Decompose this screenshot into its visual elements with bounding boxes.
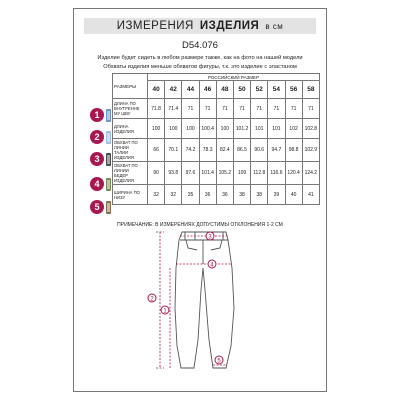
- value-cell: 41: [302, 185, 319, 205]
- size-table: [112, 73, 320, 205]
- table-row: [113, 99, 320, 119]
- row-number-marker: 2: [90, 130, 104, 144]
- waist-icon: [106, 153, 111, 166]
- value-cell: 105.2: [216, 162, 233, 185]
- page-title: [84, 18, 316, 34]
- value-cell: 86.5: [233, 139, 250, 162]
- table-row: [113, 162, 320, 185]
- svg-text:4: 4: [210, 262, 214, 269]
- value-cell: 124.2: [302, 162, 319, 185]
- value-cell: 90: [148, 162, 165, 185]
- diagram-marker-1: [161, 306, 169, 315]
- table-row: [113, 119, 320, 139]
- value-cell: 101.2: [233, 119, 250, 139]
- value-cell: 97.6: [182, 162, 199, 185]
- table-header-row: [113, 74, 320, 81]
- value-cell: 101: [268, 119, 285, 139]
- measurement-lines: [156, 232, 232, 368]
- diagram-marker-2: [148, 294, 156, 303]
- tolerance-note: ПРИМЕЧАНИЕ: В ИЗМЕРЕНИЯХ ДОПУСТИМЫ ОТКЛОНЕНИЯ 1-2 СМ: [117, 222, 283, 228]
- row-label: ДЛИНА ПО ВНУТРЕННЕ МУ ШВУ: [113, 99, 148, 119]
- svg-text:3: 3: [208, 234, 212, 241]
- value-cell: 112.8: [251, 162, 268, 185]
- value-cell: 71: [199, 99, 216, 119]
- value-cell: 71: [268, 99, 285, 119]
- row-label: ОБХВАТ ПО ЛИНИИ ТАЛИИ ИЗДЕЛИЯ: [113, 139, 148, 162]
- table-row: [113, 185, 320, 205]
- value-cell: 102.8: [302, 119, 319, 139]
- value-cell: 38: [251, 185, 268, 205]
- value-cell: 71.4: [165, 99, 182, 119]
- value-cell: 38: [233, 185, 250, 205]
- diagram-marker-4: [208, 260, 216, 269]
- value-cell: 93.8: [165, 162, 182, 185]
- table-row: [113, 139, 320, 162]
- svg-text:2: 2: [150, 296, 154, 303]
- svg-text:1: 1: [163, 308, 167, 315]
- value-cell: 94.7: [268, 139, 285, 162]
- trousers-diagram: [130, 228, 270, 388]
- row-number-marker: 1: [90, 108, 104, 122]
- value-cell: 71: [285, 99, 302, 119]
- value-cell: 71: [233, 99, 250, 119]
- value-cell: 90.6: [251, 139, 268, 162]
- hips-icon: [106, 178, 111, 191]
- value-cell: 100: [216, 119, 233, 139]
- size-cell: 56: [285, 81, 302, 99]
- trousers-outline: [175, 232, 234, 368]
- fit-note-line: Обхваты изделия меньше обхватов фигуры, т.к. это изделие с эластаном: [103, 64, 297, 70]
- size-cell: 46: [199, 81, 216, 99]
- value-cell: 102: [285, 119, 302, 139]
- value-cell: 120.4: [285, 162, 302, 185]
- title-item: ИЗДЕЛИЯ: [199, 20, 260, 32]
- row-number-marker: 5: [90, 200, 104, 214]
- value-cell: 32: [165, 185, 182, 205]
- size-label: РАЗМЕРЫ: [113, 74, 148, 99]
- title-unit: в см: [265, 21, 284, 31]
- value-cell: 109: [233, 162, 250, 185]
- size-cell: 50: [233, 81, 250, 99]
- diagram-marker-3: [206, 232, 214, 241]
- size-cell: 52: [251, 81, 268, 99]
- value-cell: 82.4: [216, 139, 233, 162]
- size-cell: 40: [148, 81, 165, 99]
- value-cell: 71.8: [148, 99, 165, 119]
- value-cell: 36: [216, 185, 233, 205]
- diagram-marker-5: [215, 356, 223, 365]
- row-number-marker: 3: [90, 152, 104, 166]
- value-cell: 66: [148, 139, 165, 162]
- value-cell: 100: [148, 119, 165, 139]
- value-cell: 78.3: [199, 139, 216, 162]
- value-cell: 116.6: [268, 162, 285, 185]
- size-cell: 44: [182, 81, 199, 99]
- value-cell: 74.2: [182, 139, 199, 162]
- value-cell: 35: [182, 185, 199, 205]
- size-cell: 48: [216, 81, 233, 99]
- size-cell: 54: [268, 81, 285, 99]
- value-cell: 100: [165, 119, 182, 139]
- russian-size-label: РОССИЙСКИЙ РАЗМЕР: [148, 74, 320, 81]
- inseam-icon: [106, 109, 111, 122]
- row-label: ШИРИНА ПО НИЗУ: [113, 185, 148, 205]
- hem-width-icon: [106, 201, 111, 214]
- value-cell: 71: [302, 99, 319, 119]
- length-icon: [106, 131, 111, 144]
- value-cell: 100: [182, 119, 199, 139]
- value-cell: 71: [216, 99, 233, 119]
- value-cell: 32: [148, 185, 165, 205]
- size-cell: 58: [302, 81, 319, 99]
- value-cell: 39: [268, 185, 285, 205]
- row-label: ОБХВАТ ПО ЛИНИИ БЕДЕР ИЗДЕЛИЯ: [113, 162, 148, 185]
- value-cell: 70.1: [165, 139, 182, 162]
- size-cell: 42: [165, 81, 182, 99]
- row-number-marker: 4: [90, 177, 104, 191]
- row-label: ДЛИНА ИЗДЕЛИЯ: [113, 119, 148, 139]
- value-cell: 101: [251, 119, 268, 139]
- value-cell: 71: [251, 99, 268, 119]
- value-cell: 101.4: [199, 162, 216, 185]
- value-cell: 71: [182, 99, 199, 119]
- value-cell: 102.9: [302, 139, 319, 162]
- value-cell: 40: [285, 185, 302, 205]
- value-cell: 98.8: [285, 139, 302, 162]
- fit-note: [76, 54, 324, 72]
- article-code: D54.076: [182, 40, 218, 51]
- title-measurements: ИЗМЕРЕНИЯ: [116, 20, 194, 32]
- value-cell: 100.4: [199, 119, 216, 139]
- svg-text:5: 5: [217, 358, 221, 365]
- value-cell: 36: [199, 185, 216, 205]
- fit-note-line: Изделие будет сидеть в любом размере также, как на фото на нашей модели: [97, 55, 303, 61]
